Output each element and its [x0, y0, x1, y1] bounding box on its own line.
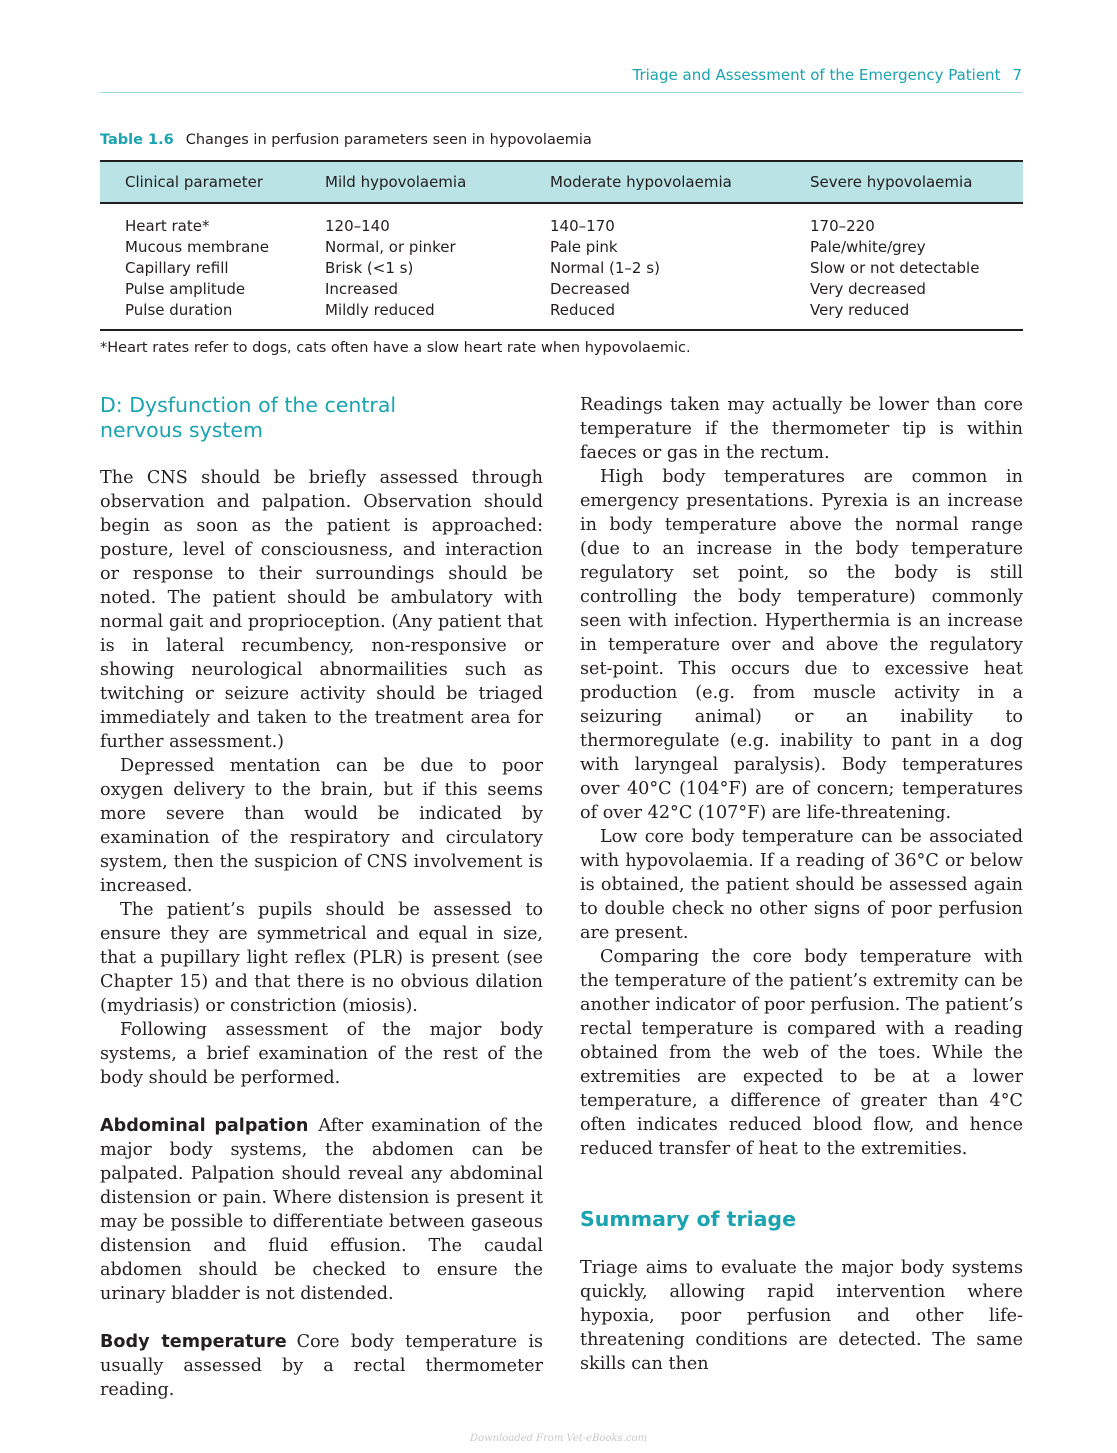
- paragraph: The patient’s pupils should be assessed to ensure they are symmetrical and equal in size, that a pupillary light reflex (PLR) is present (see Chapter 15) and that there is no obvious dilation (mydriasis) or constriction (miosis).: [100, 900, 543, 1016]
- table-cell: Heart rate*: [125, 217, 210, 236]
- table-cell: Brisk (<1 s): [325, 258, 414, 277]
- table-cell: Pale/white/grey: [810, 238, 926, 257]
- header-rule: [100, 92, 1022, 93]
- table-cell: Slow or not detectable: [810, 258, 980, 277]
- left-column: [100, 393, 543, 1402]
- run-in-heading: Body temperature: [100, 1332, 287, 1352]
- table-cell: Very reduced: [810, 300, 910, 319]
- table-header-cell: Clinical parameter: [125, 173, 264, 191]
- table-row: [100, 299, 1023, 320]
- table-row: [100, 278, 1023, 299]
- table-cell: 170–220: [810, 217, 875, 236]
- table-body: [100, 204, 1023, 329]
- paragraph: High body temperatures are common in emergency presentations. Pyrexia is an increase in body temperature above the normal range (due to an increase in the body temperature regulatory set point, so the body is still controlling the body temperature) commonly seen with infection. Hyperthermia is an increase in temperature over and above the regulatory set-point. This occurs due to excessive heat production (e.g. from muscle activity in a seizuring animal) or an inability to thermoregulate (e.g. inability to pant in a dog with laryngeal paralysis). Body temperatures over 40°C (104°F) are of concern; temperatures of over 42°C (107°F) are life-threatening.: [580, 467, 1023, 823]
- section-heading-line: nervous system: [100, 417, 264, 442]
- table-header-cell: Moderate hypovolaemia: [550, 173, 732, 191]
- section-heading-summary: Summary of triage: [580, 1207, 797, 1231]
- table-label: Table 1.6: [100, 132, 174, 148]
- table-header-row: [100, 162, 1023, 204]
- paragraph: Depressed mentation can be due to poor oxygen delivery to the brain, but if this seems more severe than would be indicated by examination of the respiratory and circulatory system, then the suspicion of CNS involvement is increased.: [100, 756, 543, 896]
- table-cell: Decreased: [550, 279, 630, 298]
- table-row: [100, 258, 1023, 279]
- body-temperature-paragraph: [100, 1330, 543, 1402]
- table-cell: Pulse duration: [125, 300, 233, 319]
- paragraph: Following assessment of the major body systems, a brief examination of the rest of the body should be performed.: [100, 1020, 543, 1088]
- running-head-title: Triage and Assessment of the Emergency Patient: [632, 66, 1001, 84]
- table-row: [100, 237, 1023, 258]
- paragraph: Low core body temperature can be associated with hypovolaemia. If a reading of 36°C or below is obtained, the patient should be assessed again to double check no other signs of poor perfusion are present.: [580, 827, 1023, 943]
- table-header-cell: Severe hypovolaemia: [810, 173, 973, 191]
- page-number: 7: [1012, 66, 1022, 84]
- table-row: [100, 216, 1023, 237]
- table-header-cell: Mild hypovolaemia: [325, 173, 467, 191]
- table-cell: Pale pink: [550, 238, 618, 257]
- table-cell: Mucous membrane: [125, 238, 270, 257]
- table-caption-text: Changes in perfusion parameters seen in hypovolaemia: [185, 132, 592, 148]
- section-heading-line: D: Dysfunction of the central: [100, 393, 397, 417]
- paragraph: Triage aims to evaluate the major body systems quickly, allowing rapid intervention where hypoxia, poor perfusion and other life-threatening conditions are detected. The same skills can then: [580, 1257, 1023, 1374]
- table-cell: Normal, or pinker: [325, 238, 456, 257]
- table-cell: Mildly reduced: [325, 300, 435, 319]
- table-cell: Capillary refill: [125, 258, 229, 277]
- table-cell: Reduced: [550, 300, 616, 319]
- abdominal-palpation-paragraph: [100, 1114, 543, 1306]
- paragraph: Comparing the core body temperature with the temperature of the patient’s extremity can be another indicator of poor perfusion. The patient’s rectal temperature is compared with a reading obtained from the web of the toes. While the extremities are expected to be at a lower temperature, a difference of greater than 4°C often indicates reduced blood flow, and hence reduced transfer of heat to the extremities.: [580, 947, 1023, 1159]
- table-cell: Increased: [325, 279, 399, 298]
- table-cell: 140–170: [550, 217, 615, 236]
- running-head: [100, 66, 1022, 84]
- table-cell: Normal (1–2 s): [550, 258, 660, 277]
- table-caption: [100, 132, 592, 148]
- table-footnote: *Heart rates refer to dogs, cats often have a slow heart rate when hypovolaemic.: [100, 340, 691, 356]
- paragraph-text: Core body temperature is usually assessed by a rectal thermometer reading.: [100, 1332, 543, 1400]
- paragraph: Readings taken may actually be lower than core temperature if the thermometer tip is within faeces or gas in the rectum.: [580, 395, 1023, 463]
- watermark: Downloaded From Vet-eBooks.com: [470, 1433, 647, 1444]
- perfusion-table: [100, 160, 1023, 331]
- right-column: [580, 393, 1023, 1376]
- table-cell: 120–140: [325, 217, 390, 236]
- section-heading-cns: [100, 393, 543, 442]
- run-in-heading: Abdominal palpation: [100, 1116, 309, 1136]
- table-cell: Pulse amplitude: [125, 279, 246, 298]
- paragraph: The CNS should be briefly assessed through observation and palpation. Observation should begin as soon as the patient is approached: posture, level of consciousness, and interaction or response to their surroundings should be noted. The patient should be ambulatory with normal gait and proprioception. (Any patient that is in lateral recumbency, non-responsive or showing neurological abnormailities such as twitching or seizure activity should be triaged immediately and taken to the treatment area for further assessment.): [100, 468, 543, 752]
- paragraph-text: After examination of the major body systems, the abdomen can be palpated. Palpation should reveal any abdominal distension or pain. Where distension is present it may be possible to differentiate between gaseous distension and fluid effusion. The caudal abdomen should be checked to ensure the urinary bladder is not distended.: [100, 1116, 543, 1304]
- table-cell: Very decreased: [810, 279, 926, 298]
